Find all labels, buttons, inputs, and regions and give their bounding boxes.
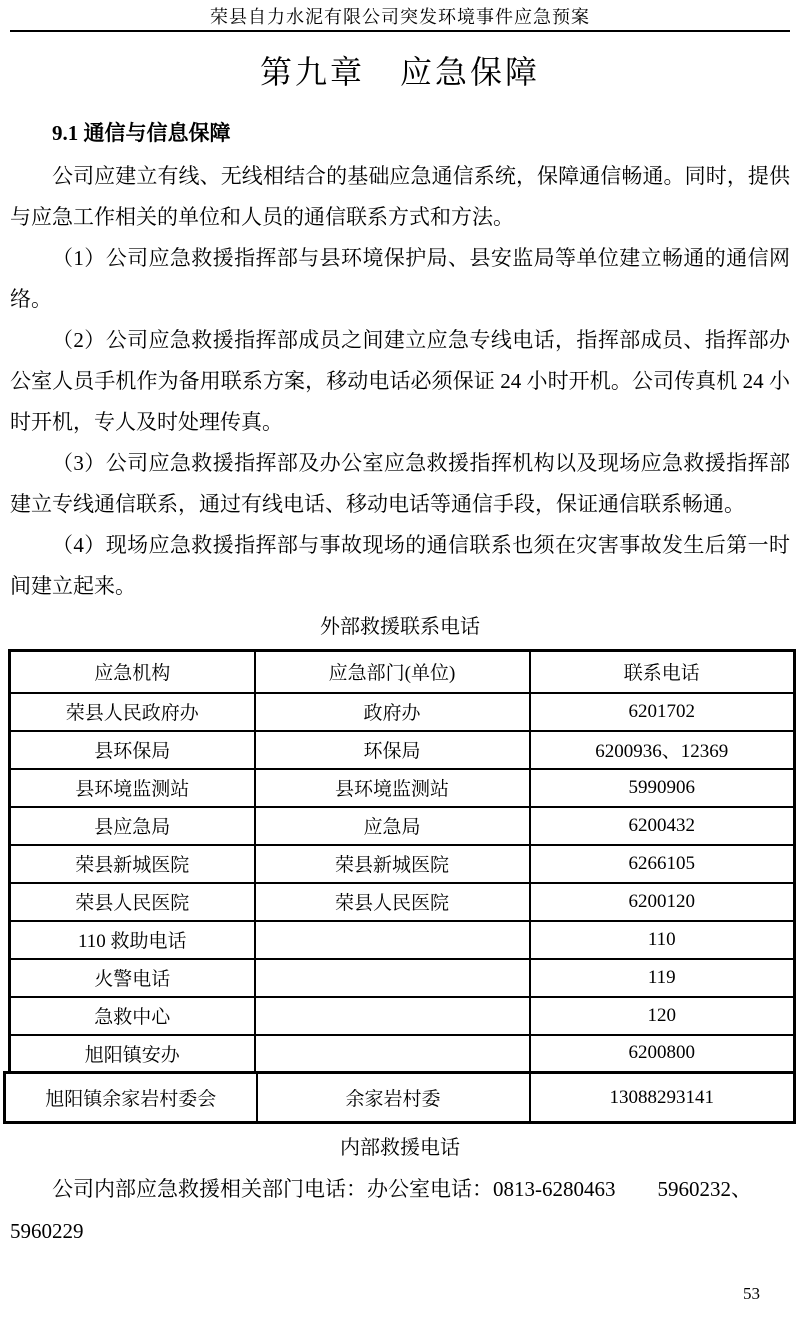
table-cell: 火警电话	[10, 959, 255, 997]
paragraph-item-4: （4）现场应急救援指挥部与事故现场的通信联系也须在灾害事故发生后第一时间建立起来。	[10, 533, 790, 598]
chapter-title: 第九章 应急保障	[259, 54, 540, 90]
table-cell: 6200800	[530, 1035, 795, 1073]
table-row	[10, 845, 795, 883]
table-cell: 荣县人民医院	[255, 883, 530, 921]
table-row	[5, 1073, 795, 1123]
table-cell: 急救中心	[10, 997, 255, 1035]
table-cell: 环保局	[255, 731, 530, 769]
table-cell: 6266105	[530, 845, 795, 883]
table-cell: 荣县新城医院	[255, 845, 530, 883]
external-table-caption: 外部救援联系电话	[320, 616, 480, 638]
table-row	[10, 731, 795, 769]
table-row	[10, 959, 795, 997]
external-rescue-phone-table-last-row	[3, 1071, 796, 1124]
table-cell: 荣县人民医院	[10, 883, 255, 921]
page-header	[0, 0, 800, 28]
table-cell: 旭阳镇安办	[10, 1035, 255, 1073]
table-cell: 6200936、12369	[530, 731, 795, 769]
table-cell	[255, 921, 530, 959]
table-cell: 5990906	[530, 769, 795, 807]
table-row	[10, 1035, 795, 1073]
table-row	[10, 769, 795, 807]
table-cell: 县环境监测站	[10, 769, 255, 807]
table-cell: 6200432	[530, 807, 795, 845]
col-header-department: 应急部门(单位)	[255, 651, 530, 693]
paragraph-intro: 公司应建立有线、无线相结合的基础应急通信系统，保障通信畅通。同时，提供与应急工作相关的单位和人员的通信联系方式和方法。	[10, 164, 790, 229]
table-cell	[255, 1035, 530, 1073]
table-cell: 县环保局	[10, 731, 255, 769]
table-header-row	[10, 651, 795, 693]
table-cell-department: 余家岩村委	[257, 1073, 530, 1123]
table-body	[10, 693, 795, 1073]
table-cell: 6201702	[530, 693, 795, 731]
table-row	[10, 883, 795, 921]
table-row	[10, 921, 795, 959]
page-header-title: 荣县自力水泥有限公司突发环境事件应急预案	[210, 7, 590, 27]
table-cell: 政府办	[255, 693, 530, 731]
table-cell	[255, 959, 530, 997]
table-cell-agency: 旭阳镇余家岩村委会	[5, 1073, 257, 1123]
col-header-agency: 应急机构	[10, 651, 255, 693]
section-body	[10, 156, 790, 607]
internal-table-caption: 内部救援电话	[340, 1137, 460, 1159]
table-cell: 县环境监测站	[255, 769, 530, 807]
section-heading: 9.1 通信与信息保障	[52, 121, 231, 145]
internal-phones-line2: 5960229	[10, 1219, 84, 1243]
col-header-phone: 联系电话	[530, 651, 795, 693]
table-cell: 荣县人民政府办	[10, 693, 255, 731]
page-number: 53	[743, 1284, 760, 1303]
table-row	[10, 693, 795, 731]
paragraph-item-3: （3）公司应急救援指挥部及办公室应急救援指挥机构以及现场应急救援指挥部建立专线通信联系，通过有线电话、移动电话等通信手段，保证通信联系畅通。	[10, 451, 790, 516]
header-divider	[10, 30, 790, 32]
paragraph-item-2: （2）公司应急救援指挥部成员之间建立应急专线电话，指挥部成员、指挥部办公室人员手机作为备用联系方案，移动电话必须保证 24 小时开机。公司传真机 24 小时开机，专人及时处理传真。	[10, 328, 790, 434]
internal-phones	[10, 1168, 790, 1252]
table-cell: 荣县新城医院	[10, 845, 255, 883]
table-cell: 110 救助电话	[10, 921, 255, 959]
table-cell	[255, 997, 530, 1035]
table-cell: 110	[530, 921, 795, 959]
table-cell-phone: 13088293141	[530, 1073, 795, 1123]
table-cell: 县应急局	[10, 807, 255, 845]
external-rescue-phone-table	[8, 649, 796, 1074]
table-cell: 120	[530, 997, 795, 1035]
table-cell: 119	[530, 959, 795, 997]
table-cell: 6200120	[530, 883, 795, 921]
table-cell: 应急局	[255, 807, 530, 845]
paragraph-item-1: （1）公司应急救援指挥部与县环境保护局、县安监局等单位建立畅通的通信网络。	[10, 246, 790, 311]
table-row	[10, 807, 795, 845]
internal-phones-line1: 公司内部应急救援相关部门电话：办公室电话：0813-6280463 5960232、	[52, 1177, 752, 1201]
table-row	[10, 997, 795, 1035]
